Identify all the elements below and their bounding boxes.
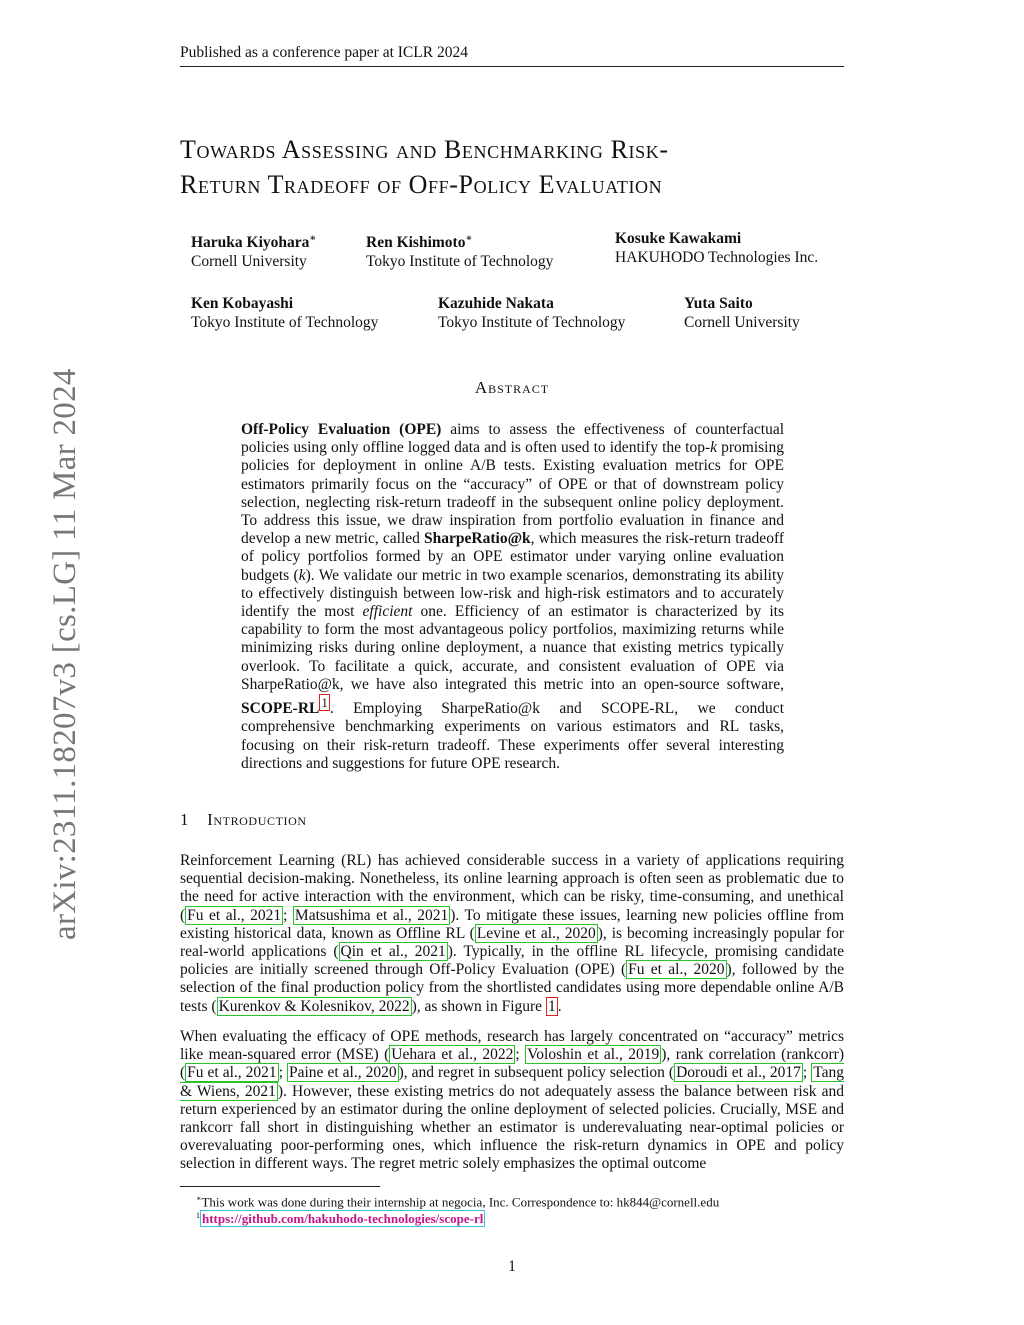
author-name: Ren Kishimoto [366, 234, 466, 252]
footnote-2 [196, 1208, 485, 1227]
math-k: k [298, 566, 306, 584]
section-title: Introduction [207, 810, 307, 829]
title-line-1: Towards Assessing and Benchmarking Risk- [180, 135, 669, 164]
math-k: k [710, 439, 717, 457]
author-affiliation: Tokyo Institute of Technology [438, 314, 626, 331]
author-name: Yuta Saito [684, 295, 753, 312]
body-text: . [557, 997, 562, 1015]
abstract-text: . Employing SharpeRatio@k and SCOPE-RL, we conduct comprehensive benchmarking experiments on various estimators and RL tasks, focusing on their risk-return tradeoff. These experiments offer several interesting directions and suggestions for future OPE research. [241, 700, 784, 772]
author-mark: ∗ [465, 233, 473, 244]
paper-title [180, 132, 860, 202]
header-rule [180, 66, 844, 67]
body-text: ; [515, 1046, 526, 1064]
body-text: ). To mitigate these issues, learning new policies offline from existing historical data, known as Offline RL ( [180, 906, 844, 942]
body-text: Reinforcement Learning (RL) has achieved considerable success in a variety of applications requiring sequential decision-making. Nonetheless, its online learning approach is often seen as problematic due to the need for active interaction with the environment, which can be risky, time-consuming, and unethical ( [180, 852, 844, 924]
title-line-2: Return Tradeoff of Off-Policy Evaluation [180, 170, 663, 199]
author-name: Kosuke Kawakami [615, 230, 742, 247]
citation-link[interactable]: Qin et al., 2021 [340, 943, 446, 961]
section-number: 1 [180, 810, 190, 829]
body-text: ), and regret in subsequent policy selection ( [398, 1064, 675, 1082]
author-name: Haruka Kiyohara [191, 234, 310, 252]
intro-paragraph-2 [180, 1028, 844, 1174]
abstract-text: promising policies for deployment in online A/B tests. Existing evaluation metrics for OPE estimators primarily focus on the “accuracy” of OPE or that of downstream policy selection, neglecting risk-return tradeoff in the subsequent online policy deployment. To address this issue, we draw inspiration from portfolio evaluation in finance and develop a new metric, called [241, 439, 784, 548]
citation-link[interactable]: Paine et al., 2020 [289, 1064, 397, 1082]
metric-name: SharpeRatio@k [424, 530, 531, 548]
arxiv-stamp[interactable]: arXiv:2311.18207v3 [cs.LG] 11 Mar 2024 [47, 368, 83, 940]
citation-link[interactable]: Fu et al., 2021 [187, 906, 282, 924]
abstract-body [241, 421, 784, 773]
body-text: ), rank correlation (rankcorr) ( [180, 1046, 845, 1082]
intro-paragraph-1 [180, 852, 844, 1016]
body-text: ; [278, 1064, 287, 1082]
footnote-mark: 1 [196, 1211, 200, 1220]
page-number: 1 [508, 1258, 516, 1275]
author-affiliation: Tokyo Institute of Technology [366, 253, 554, 271]
body-text: ). However, these existing metrics do not adequately assess the balance between risk and return experienced by an estimator during the online deployment of selected policies. Crucially, MSE and rankcorr fall short in distinguishing whether an estimator is underevaluating near-optimal policies or overevaluating poor-performing ones, which influence the risk-return dynamics in OPE and policy selection in different ways. The regret metric solely emphasizes the optimal outcome [180, 1082, 844, 1173]
body-text: ), as shown in Figure [411, 997, 546, 1015]
body-text: ), followed by the selection of the final production policy from the shortlisted candidates using more dependable online A/B tests ( [180, 961, 844, 1015]
author-affiliation: Cornell University [191, 253, 307, 271]
citation-link[interactable]: Uehara et al., 2022 [391, 1046, 514, 1064]
body-text: ; [802, 1064, 812, 1082]
author-block [191, 229, 316, 271]
author-block [366, 229, 553, 271]
citation-link[interactable]: Tang & Wiens, 2021 [180, 1064, 844, 1100]
section-heading [180, 810, 307, 830]
abstract-text: one. Efficiency of an estimator is characterized by its capability to form the most advantageous policy portfolios, maximizing returns while minimizing risks during online deployment, a nuance that existing metrics typically overlook. To facilitate a quick, accurate, and consistent evaluation of OPE via SharpeRatio@k, we have also integrated this metric into an open-source software, [241, 603, 784, 693]
author-block [615, 229, 818, 267]
abstract-text: aims to assess the effectiveness of counterfactual policies using only offline logged data and is often used to identify the top- [241, 421, 785, 457]
author-block [191, 294, 378, 332]
citation-link[interactable]: Kurenkov & Kolesnikov, 2022 [218, 997, 410, 1015]
running-header: Published as a conference paper at ICLR 2024 [180, 44, 468, 61]
abstract-text: ). We validate our metric in two example scenarios, demonstrating its ability to effectively distinguish between low-risk and high-risk estimators and to accurately identify the most [241, 566, 784, 621]
author-block [684, 294, 800, 332]
footnote-link[interactable]: 1 [321, 695, 328, 711]
citation-link[interactable]: Levine et al., 2020 [476, 924, 596, 942]
citation-link[interactable]: Fu et al., 2021 [187, 1064, 277, 1082]
software-name: SCOPE-RL [241, 700, 320, 718]
author-affiliation: HAKUHODO Technologies Inc. [615, 249, 819, 266]
body-text: ). Typically, in the offline RL lifecycle, promising candidate policies are initially screened through Off-Policy Evaluation (OPE) ( [180, 943, 845, 979]
body-text: ; [283, 906, 293, 924]
repository-link[interactable]: https://github.com/hakuhodo-technologies/scope-rl [202, 1211, 484, 1227]
body-text: ), is becoming increasingly popular for real-world applications ( [180, 924, 844, 961]
emphasis: efficient [362, 603, 413, 621]
citation-link[interactable]: Voloshin et al., 2019 [527, 1046, 660, 1064]
body-text: When evaluating the efficacy of OPE methods, research has largely concentrated on “accuracy” metrics like mean-squared error (MSE) ( [180, 1028, 844, 1064]
footnote-mark: ∗ [196, 1194, 202, 1203]
figure-link[interactable]: 1 [547, 997, 556, 1015]
abstract-text: , which measures the risk-return tradeoff of policy portfolios formed by an OPE estimator under varying online evaluation budgets ( [241, 530, 784, 584]
footnote-rule [180, 1186, 380, 1187]
abstract-lead: Off-Policy Evaluation (OPE) [241, 421, 442, 438]
citation-link[interactable]: Fu et al., 2020 [628, 961, 725, 979]
author-affiliation: Tokyo Institute of Technology [191, 314, 379, 331]
author-name: Kazuhide Nakata [438, 295, 554, 312]
author-mark: ∗ [309, 233, 317, 244]
citation-link[interactable]: Doroudi et al., 2017 [676, 1064, 801, 1082]
footnote-text: This work was done during their internship at negocia, Inc. Correspondence to: hk844@cornell.edu [201, 1194, 720, 1210]
abstract-heading: Abstract [474, 378, 550, 397]
author-affiliation: Cornell University [684, 314, 800, 331]
author-name: Ken Kobayashi [191, 295, 294, 312]
citation-link[interactable]: Matsushima et al., 2021 [294, 906, 449, 924]
author-block [438, 294, 625, 332]
